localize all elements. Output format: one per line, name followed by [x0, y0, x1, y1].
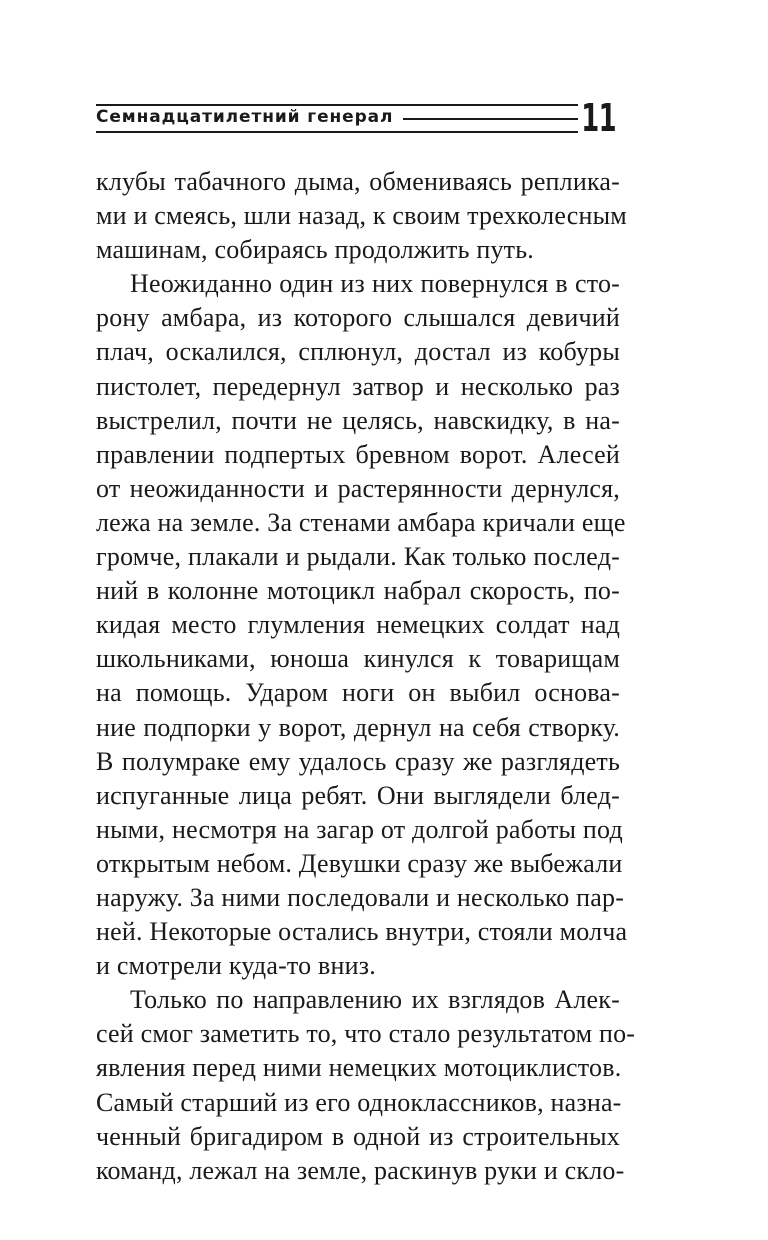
text-line: на помощь. Ударом ноги он выбил основа-: [96, 678, 620, 708]
running-header: [96, 98, 626, 142]
header-rule-middle: [403, 118, 578, 120]
text-line: открытым небом. Девушки сразу же выбежали: [96, 848, 623, 878]
text-line: громче, плакали и рыдали. Как только послед-: [96, 542, 620, 572]
text-line: клубы табачного дыма, обмениваясь реплика-: [96, 167, 620, 196]
text-line: команд, лежал на земле, раскинув руки и скло-: [96, 1155, 625, 1185]
text-line: Неожиданно один из них повернулся в сто-: [130, 269, 620, 299]
text-line: пистолет, передернул затвор и несколько раз: [96, 371, 620, 401]
body-text: [96, 165, 636, 1188]
text-line: школьниками, юноша кинулся к товарищам: [96, 644, 620, 674]
text-line: кидая место глумления немецких солдат над: [96, 610, 620, 640]
header-rule-bottom: [96, 131, 578, 133]
text-line: правлении подпертых бревном ворот. Алесей: [96, 439, 620, 469]
text-line: испуганные лица ребят. Они выглядели блед-: [96, 780, 620, 810]
text-line: ние подпорки у ворот, дернул на себя створку.: [96, 712, 620, 742]
text-line: явления перед ними немецких мотоциклистов.: [96, 1053, 622, 1083]
text-line: ными, несмотря на загар от долгой работы под: [96, 814, 623, 844]
text-line: машинам, собираясь продолжить путь.: [96, 235, 534, 265]
text-line: наружу. За ними последовали и несколько пар-: [96, 882, 625, 912]
text-line: лежа на земле. За стенами амбара кричали еще: [96, 507, 626, 537]
text-line: плач, оскалился, сплюнул, достал из кобуры: [96, 337, 620, 367]
text-line: рону амбара, из которого слышался девичий: [96, 303, 620, 333]
text-line: выстрелил, почти не целясь, навскидку, в на-: [96, 405, 620, 435]
running-title: Семнадцатилетний генерал: [96, 107, 394, 127]
text-line: ченный бригадиром в одной из строительных: [96, 1121, 620, 1151]
text-line: Самый старший из его одноклассников, назна-: [96, 1087, 622, 1117]
text-line: В полумраке ему удалось сразу же разглядеть: [96, 746, 620, 776]
text-line: от неожиданности и растерянности дернулся,: [96, 473, 620, 503]
text-line: Только по направлению их взглядов Алек-: [130, 985, 620, 1015]
text-line: ми и смеясь, шли назад, к своим трехколесным: [96, 201, 627, 231]
header-rule-top: [96, 104, 578, 106]
text-line: и смотрели куда-то вниз.: [96, 951, 376, 981]
page-number: 11: [581, 96, 616, 140]
text-line: ний в колонне мотоцикл набрал скорость, по-: [96, 576, 620, 606]
text-line: ней. Некоторые остались внутри, стояли молча: [96, 917, 628, 947]
text-line: сей смог заметить то, что стало результатом по-: [96, 1019, 636, 1049]
